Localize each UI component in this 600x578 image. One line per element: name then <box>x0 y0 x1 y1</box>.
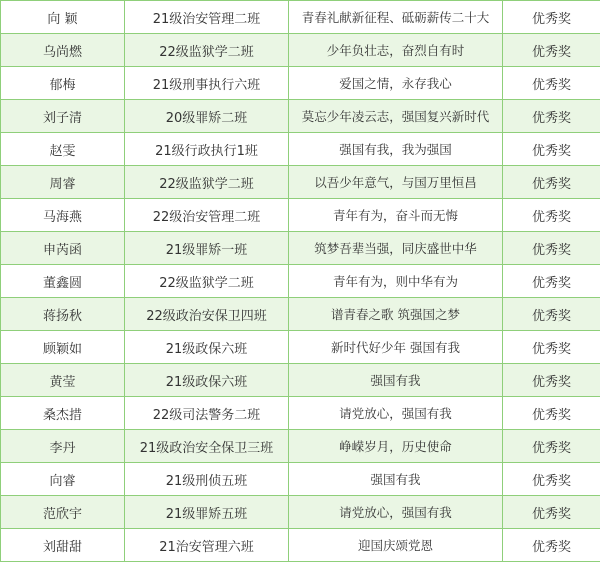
table-row <box>1 529 600 562</box>
work-title-cell: 青春礼献新征程、砥砺薪传二十大 <box>289 1 503 34</box>
student-name-cell: 刘子清 <box>1 100 125 133</box>
class-name-cell: 22级治安管理二班 <box>125 199 289 232</box>
table-row <box>1 199 600 232</box>
work-title-cell: 峥嵘岁月，历史使命 <box>289 430 503 463</box>
class-name-cell: 22级监狱学二班 <box>125 34 289 67</box>
class-name-cell: 22级政治安保卫四班 <box>125 298 289 331</box>
class-name-cell: 22级监狱学二班 <box>125 265 289 298</box>
class-name-cell: 21级政保六班 <box>125 331 289 364</box>
award-level-cell: 优秀奖 <box>503 430 600 463</box>
student-name-cell: 黄莹 <box>1 364 125 397</box>
table-row <box>1 1 600 34</box>
table-row <box>1 133 600 166</box>
award-level-cell: 优秀奖 <box>503 298 600 331</box>
class-name-cell: 21级刑侦五班 <box>125 463 289 496</box>
table-row <box>1 331 600 364</box>
class-name-cell: 22级司法警务二班 <box>125 397 289 430</box>
work-title-cell: 谱青春之歌 筑强国之梦 <box>289 298 503 331</box>
work-title-cell: 请党放心，强国有我 <box>289 496 503 529</box>
work-title-cell: 强国有我 <box>289 364 503 397</box>
work-title-cell: 以吾少年意气，与国万里恒昌 <box>289 166 503 199</box>
student-name-cell: 乌尚燃 <box>1 34 125 67</box>
student-name-cell: 蒋扬秋 <box>1 298 125 331</box>
table-row <box>1 430 600 463</box>
table-row <box>1 166 600 199</box>
student-name-cell: 范欣宇 <box>1 496 125 529</box>
award-level-cell: 优秀奖 <box>503 496 600 529</box>
award-level-cell: 优秀奖 <box>503 1 600 34</box>
student-name-cell: 桑杰措 <box>1 397 125 430</box>
work-title-cell: 青年有为，奋斗而无悔 <box>289 199 503 232</box>
table-row <box>1 265 600 298</box>
work-title-cell: 请党放心，强国有我 <box>289 397 503 430</box>
table-row <box>1 67 600 100</box>
table-row <box>1 232 600 265</box>
class-name-cell: 21级行政执行1班 <box>125 133 289 166</box>
work-title-cell: 强国有我 <box>289 463 503 496</box>
class-name-cell: 21级罪矫一班 <box>125 232 289 265</box>
student-name-cell: 郁梅 <box>1 67 125 100</box>
award-level-cell: 优秀奖 <box>503 232 600 265</box>
award-level-cell: 优秀奖 <box>503 199 600 232</box>
class-name-cell: 21级治安管理二班 <box>125 1 289 34</box>
table-row <box>1 34 600 67</box>
award-level-cell: 优秀奖 <box>503 529 600 562</box>
class-name-cell: 21级政治安全保卫三班 <box>125 430 289 463</box>
student-name-cell: 顾颖如 <box>1 331 125 364</box>
class-name-cell: 21级政保六班 <box>125 364 289 397</box>
award-level-cell: 优秀奖 <box>503 100 600 133</box>
class-name-cell: 20级罪矫二班 <box>125 100 289 133</box>
student-name-cell: 向睿 <box>1 463 125 496</box>
work-title-cell: 强国有我，我为强国 <box>289 133 503 166</box>
work-title-cell: 莫忘少年凌云志，强国复兴新时代 <box>289 100 503 133</box>
award-level-cell: 优秀奖 <box>503 463 600 496</box>
student-name-cell: 申芮函 <box>1 232 125 265</box>
award-level-cell: 优秀奖 <box>503 397 600 430</box>
work-title-cell: 少年负壮志，奋烈自有时 <box>289 34 503 67</box>
award-level-cell: 优秀奖 <box>503 133 600 166</box>
student-name-cell: 赵雯 <box>1 133 125 166</box>
class-name-cell: 21级罪矫五班 <box>125 496 289 529</box>
student-name-cell: 董鑫圆 <box>1 265 125 298</box>
table-row <box>1 397 600 430</box>
class-name-cell: 21级刑事执行六班 <box>125 67 289 100</box>
table-row <box>1 496 600 529</box>
award-level-cell: 优秀奖 <box>503 331 600 364</box>
table-row <box>1 298 600 331</box>
award-level-cell: 优秀奖 <box>503 364 600 397</box>
student-name-cell: 马海燕 <box>1 199 125 232</box>
award-level-cell: 优秀奖 <box>503 166 600 199</box>
student-name-cell: 周睿 <box>1 166 125 199</box>
table-row <box>1 100 600 133</box>
student-name-cell: 向 颖 <box>1 1 125 34</box>
award-level-cell: 优秀奖 <box>503 67 600 100</box>
work-title-cell: 青年有为，则中华有为 <box>289 265 503 298</box>
work-title-cell: 爱国之情，永存我心 <box>289 67 503 100</box>
work-title-cell: 筑梦吾辈当强，同庆盛世中华 <box>289 232 503 265</box>
class-name-cell: 21治安管理六班 <box>125 529 289 562</box>
awards-table-body <box>1 1 600 562</box>
award-level-cell: 优秀奖 <box>503 265 600 298</box>
work-title-cell: 新时代好少年 强国有我 <box>289 331 503 364</box>
class-name-cell: 22级监狱学二班 <box>125 166 289 199</box>
student-name-cell: 李丹 <box>1 430 125 463</box>
table-row <box>1 463 600 496</box>
table-row <box>1 364 600 397</box>
award-level-cell: 优秀奖 <box>503 34 600 67</box>
work-title-cell: 迎国庆颂党恩 <box>289 529 503 562</box>
student-name-cell: 刘甜甜 <box>1 529 125 562</box>
